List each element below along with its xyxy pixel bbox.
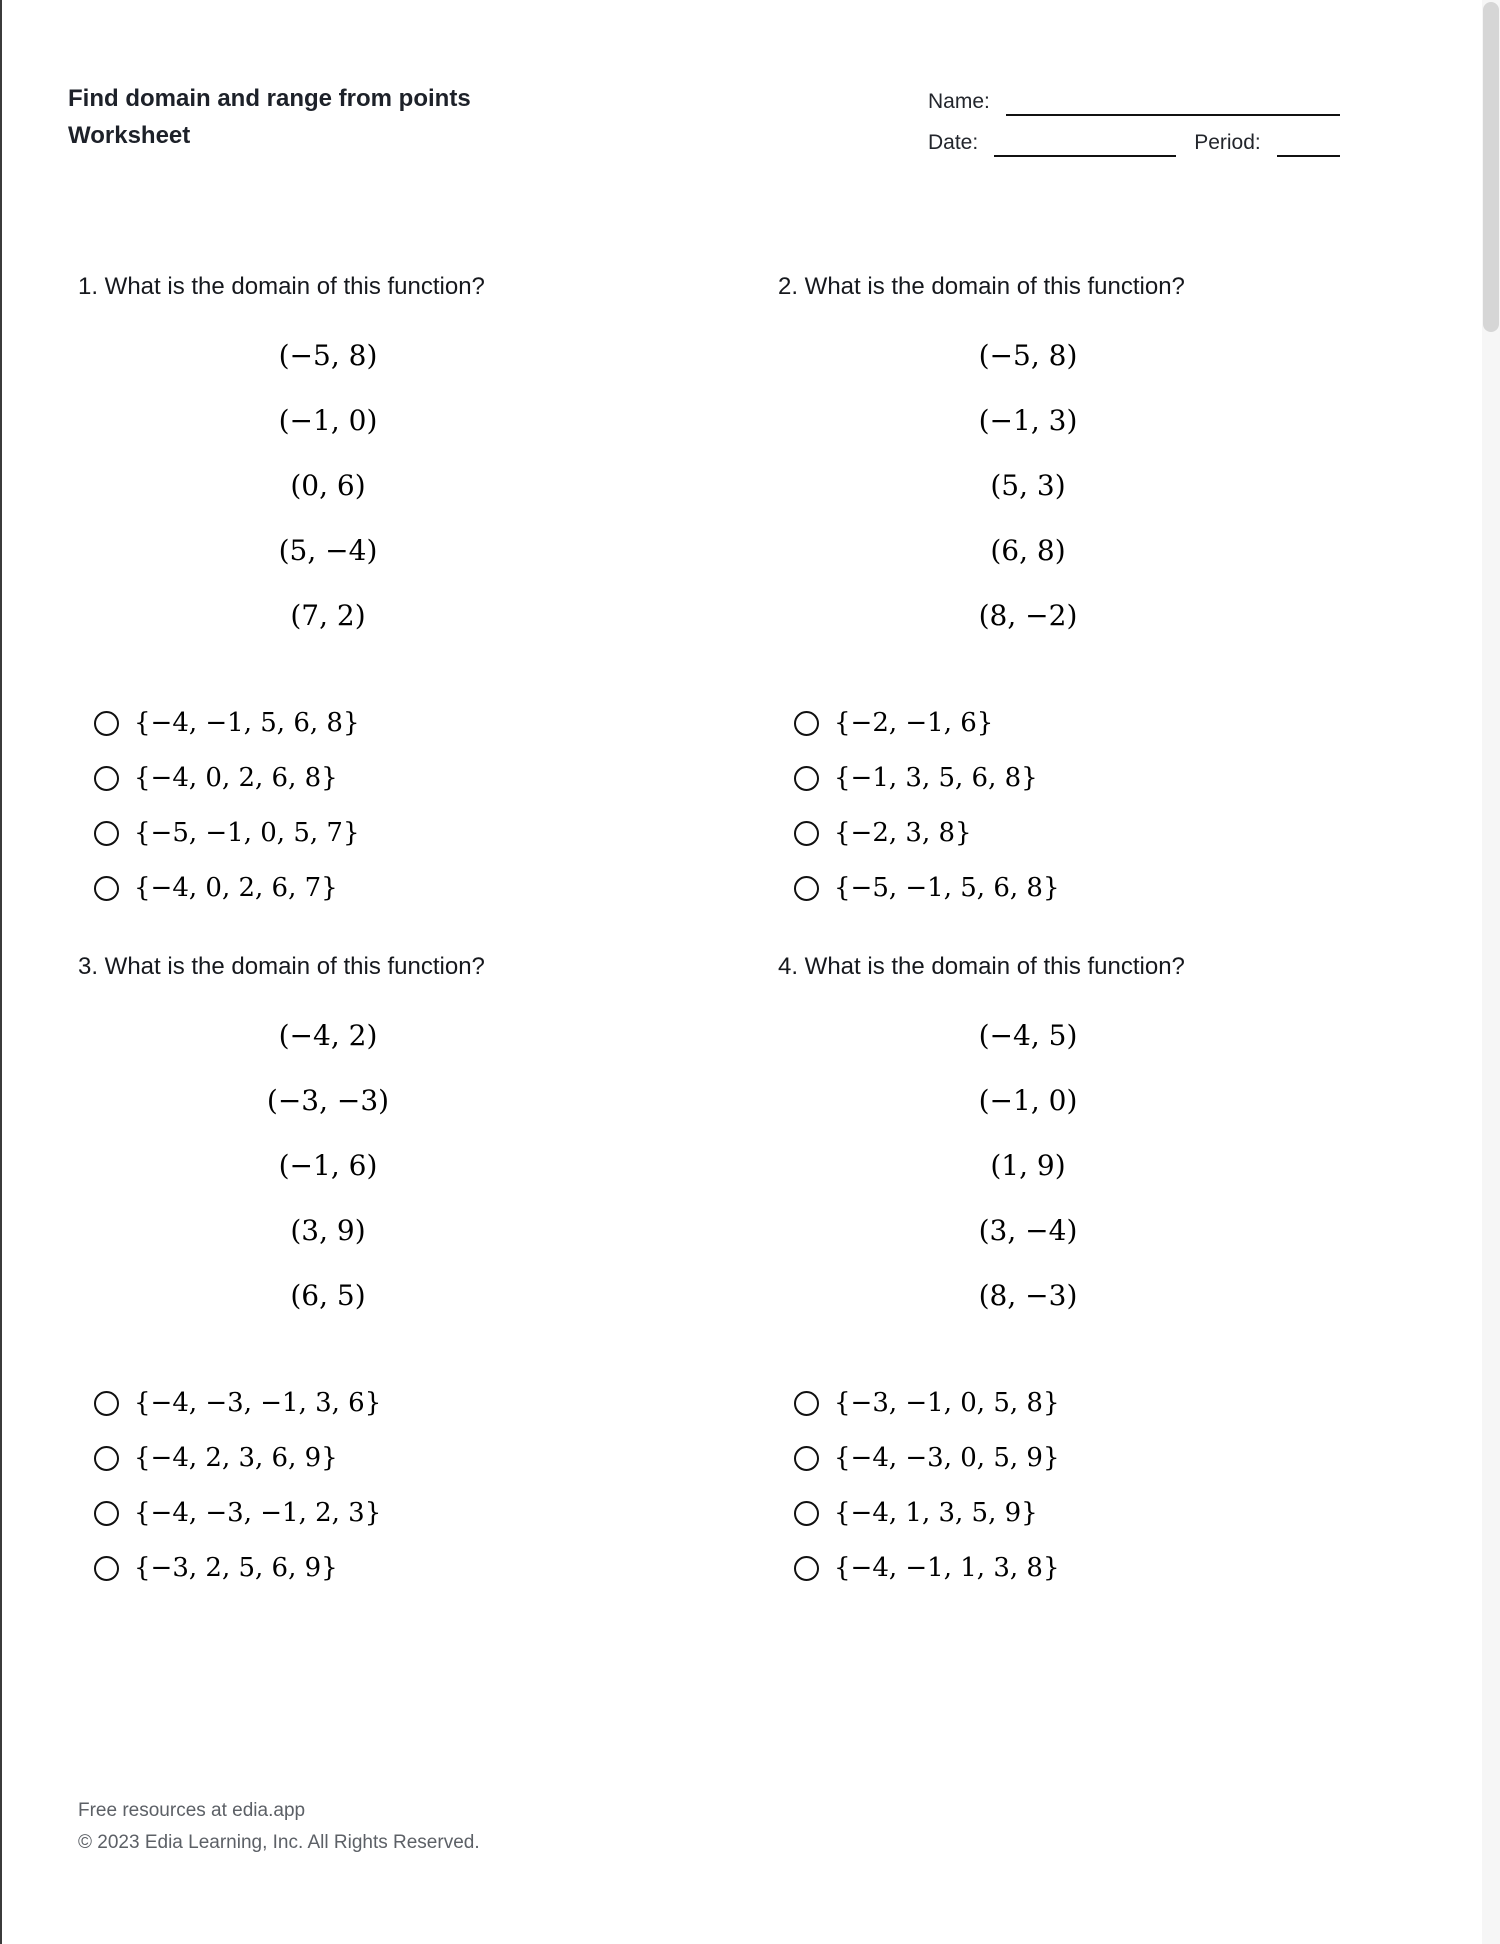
answer-option[interactable]	[94, 696, 578, 751]
footer-copyright: © 2023 Edia Learning, Inc. All Rights Reserved.	[78, 1832, 480, 1853]
radio-button[interactable]	[94, 711, 119, 736]
name-blank[interactable]	[1006, 88, 1340, 116]
option-label: {−4, −1, 5, 6, 8}	[134, 707, 360, 738]
student-fields	[928, 88, 1340, 157]
point-value: (−4, 2)	[278, 1019, 378, 1052]
question-label: 1. What is the domain of this function?	[78, 273, 485, 300]
radio-button[interactable]	[94, 821, 119, 846]
period-blank[interactable]	[1277, 129, 1340, 157]
point-value: (−5, 8)	[278, 339, 378, 372]
date-blank[interactable]	[994, 129, 1176, 157]
point-value: (−1, 6)	[278, 1149, 378, 1182]
answer-option[interactable]	[794, 696, 1278, 751]
question-label: 3. What is the domain of this function?	[78, 953, 485, 980]
answer-option[interactable]	[94, 1541, 578, 1596]
points-list	[778, 1003, 1278, 1328]
answer-option[interactable]	[794, 751, 1278, 806]
window-left-border	[0, 0, 2, 1944]
option-label: {−5, −1, 0, 5, 7}	[134, 817, 360, 848]
point-value: (5, −4)	[278, 534, 378, 567]
question-label: 4. What is the domain of this function?	[778, 953, 1185, 980]
point-value: (−3, −3)	[266, 1084, 390, 1117]
option-label: {−4, −3, 0, 5, 9}	[834, 1442, 1060, 1473]
name-row	[928, 88, 1340, 116]
options-list	[78, 696, 578, 916]
option-label: {−3, −1, 0, 5, 8}	[834, 1387, 1060, 1418]
answer-option[interactable]	[94, 1431, 578, 1486]
point-value: (−1, 0)	[278, 404, 378, 437]
radio-button[interactable]	[94, 766, 119, 791]
answer-option[interactable]	[794, 861, 1278, 916]
points-list	[78, 323, 578, 648]
option-label: {−2, 3, 8}	[834, 817, 972, 848]
question-2	[778, 270, 1278, 916]
radio-button[interactable]	[94, 1556, 119, 1581]
date-period-row	[928, 129, 1340, 157]
question-1	[78, 270, 578, 916]
answer-option[interactable]	[794, 806, 1278, 861]
option-label: {−1, 3, 5, 6, 8}	[834, 762, 1038, 793]
point-value: (−5, 8)	[978, 339, 1078, 372]
scrollbar-track[interactable]	[1482, 0, 1500, 1944]
options-list	[778, 1376, 1278, 1596]
point-value: (3, 9)	[290, 1214, 366, 1247]
radio-button[interactable]	[794, 821, 819, 846]
question-4	[778, 950, 1278, 1596]
point-value: (3, −4)	[978, 1214, 1078, 1247]
radio-button[interactable]	[94, 876, 119, 901]
option-label: {−5, −1, 5, 6, 8}	[834, 872, 1060, 903]
radio-button[interactable]	[94, 1391, 119, 1416]
question-3	[78, 950, 578, 1596]
point-value: (8, −3)	[978, 1279, 1078, 1312]
points-list	[778, 323, 1278, 648]
answer-option[interactable]	[794, 1431, 1278, 1486]
option-label: {−4, −3, −1, 3, 6}	[134, 1387, 382, 1418]
answer-option[interactable]	[94, 861, 578, 916]
answer-option[interactable]	[794, 1541, 1278, 1596]
answer-option[interactable]	[94, 751, 578, 806]
period-label: Period:	[1194, 131, 1261, 154]
point-value: (6, 8)	[990, 534, 1066, 567]
worksheet-title: Find domain and range from points	[68, 85, 471, 112]
point-value: (1, 9)	[990, 1149, 1066, 1182]
radio-button[interactable]	[94, 1501, 119, 1526]
points-list	[78, 1003, 578, 1328]
options-list	[778, 696, 1278, 916]
point-value: (−1, 3)	[978, 404, 1078, 437]
option-label: {−2, −1, 6}	[834, 707, 994, 738]
point-value: (5, 3)	[990, 469, 1066, 502]
option-label: {−4, −1, 1, 3, 8}	[834, 1552, 1060, 1583]
radio-button[interactable]	[794, 1446, 819, 1471]
radio-button[interactable]	[794, 1501, 819, 1526]
page-footer	[78, 1795, 480, 1859]
option-label: {−4, 0, 2, 6, 7}	[134, 872, 338, 903]
radio-button[interactable]	[794, 876, 819, 901]
point-value: (8, −2)	[978, 599, 1078, 632]
point-value: (−4, 5)	[978, 1019, 1078, 1052]
radio-button[interactable]	[794, 766, 819, 791]
date-label: Date:	[928, 131, 979, 154]
footer-resources: Free resources at edia.app	[78, 1800, 306, 1821]
radio-button[interactable]	[794, 1556, 819, 1581]
answer-option[interactable]	[94, 1376, 578, 1431]
scrollbar-thumb[interactable]	[1483, 2, 1499, 332]
worksheet-title-block	[68, 80, 471, 154]
option-label: {−4, 2, 3, 6, 9}	[134, 1442, 338, 1473]
option-label: {−4, −3, −1, 2, 3}	[134, 1497, 382, 1528]
option-label: {−4, 1, 3, 5, 9}	[834, 1497, 1038, 1528]
answer-option[interactable]	[94, 806, 578, 861]
option-label: {−3, 2, 5, 6, 9}	[134, 1552, 338, 1583]
radio-button[interactable]	[794, 1391, 819, 1416]
answer-option[interactable]	[794, 1486, 1278, 1541]
answer-option[interactable]	[794, 1376, 1278, 1431]
worksheet-subtitle: Worksheet	[68, 122, 191, 149]
answer-option[interactable]	[94, 1486, 578, 1541]
point-value: (−1, 0)	[978, 1084, 1078, 1117]
options-list	[78, 1376, 578, 1596]
option-label: {−4, 0, 2, 6, 8}	[134, 762, 338, 793]
radio-button[interactable]	[794, 711, 819, 736]
name-label: Name:	[928, 90, 990, 113]
radio-button[interactable]	[94, 1446, 119, 1471]
point-value: (0, 6)	[290, 469, 366, 502]
point-value: (7, 2)	[290, 599, 366, 632]
point-value: (6, 5)	[290, 1279, 366, 1312]
question-label: 2. What is the domain of this function?	[778, 273, 1185, 300]
